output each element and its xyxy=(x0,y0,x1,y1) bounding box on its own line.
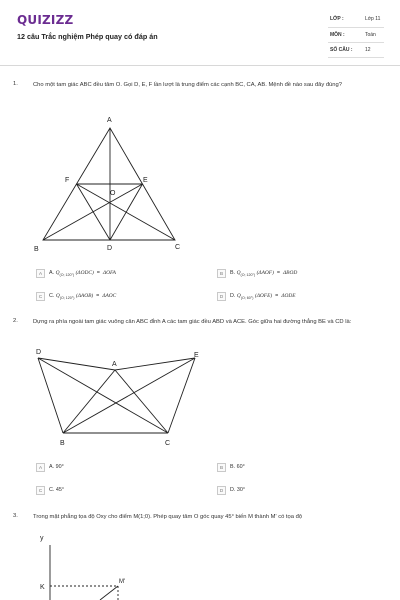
document-title: 12 câu Trắc nghiệm Phép quay có đáp án xyxy=(17,32,158,41)
segment-fd xyxy=(77,184,111,240)
segment-ac xyxy=(115,370,168,433)
segment-db xyxy=(38,358,63,433)
question-2-text: Dựng ra phía ngoài tam giác vuông cân ABC đỉnh A các tam giác đều ABD và ACE. Góc giữa hai đường thẳng BE và CD là: xyxy=(33,319,352,325)
meta-label-count: SỐ CÂU : xyxy=(330,47,353,53)
option-letter-box: A xyxy=(36,463,45,472)
q2-label-d: D xyxy=(36,349,42,356)
meta-label-subject: MÔN : xyxy=(330,32,345,38)
question-3-figure xyxy=(50,545,118,600)
segment-eb xyxy=(63,358,195,433)
q2-option-b[interactable]: B B. 60° xyxy=(217,462,245,472)
option-letter-box: B xyxy=(217,463,226,472)
label-f: F xyxy=(65,177,70,184)
meta-label-class: LỚP : xyxy=(330,16,344,22)
label-e: E xyxy=(143,177,148,184)
option-letter-box: D xyxy=(217,486,226,495)
option-letter-box: A xyxy=(36,269,45,278)
option-letter-box: C xyxy=(36,486,45,495)
q1-option-d[interactable]: D D. $Q_{(O; 60^\circ)}$ (ΔOFE) = ΔODE xyxy=(217,291,296,301)
q2-option-c[interactable]: C C. 45° xyxy=(36,485,64,495)
label-d: D xyxy=(107,245,113,252)
q2-label-b: B xyxy=(60,440,65,447)
q2-label-c: C xyxy=(165,440,171,447)
q2-option-a[interactable]: A A. 90° xyxy=(36,462,64,472)
question-1-number: 1. xyxy=(13,81,18,87)
meta-value-subject: Toán xyxy=(365,32,376,38)
segment-ab xyxy=(63,370,115,433)
q1-option-c[interactable]: C C. $Q_{(O; 120^\circ)}$ (ΔAOB) = ΔAOC xyxy=(36,291,116,301)
q3-label-k: K xyxy=(40,584,45,591)
segment-ae xyxy=(115,358,195,370)
q1-option-b[interactable]: B B. $Q_{(O; 120^\circ)}$ (ΔAOF) = ΔBOD xyxy=(217,268,297,278)
label-c: C xyxy=(175,244,181,251)
q2-label-a: A xyxy=(112,361,117,368)
option-letter-box: C xyxy=(36,292,45,301)
question-2-number: 2. xyxy=(13,318,18,324)
meta-value-count: 12 xyxy=(365,47,371,53)
question-3-number: 3. xyxy=(13,513,18,519)
segment-dc xyxy=(38,358,168,433)
label-o: O xyxy=(110,190,116,197)
segment-da xyxy=(38,358,115,370)
q2-option-d[interactable]: D D. 30° xyxy=(217,485,245,495)
q3-label-m-prime: M' xyxy=(119,579,126,585)
q1-option-a[interactable]: A A. $Q_{(O; 120^\circ)}$ (ΔODC) = ΔOFA xyxy=(36,268,116,278)
option-letter-box: D xyxy=(217,292,226,301)
label-b: B xyxy=(34,246,39,253)
label-a: A xyxy=(107,117,112,124)
segment-om xyxy=(100,586,118,600)
question-2-figure xyxy=(38,358,195,433)
meta-value-class: Lớp 11 xyxy=(365,16,381,22)
q2-label-e: E xyxy=(194,352,199,359)
quizizz-logo[interactable]: QUIZIZZ xyxy=(17,13,74,27)
q3-label-y: y xyxy=(40,535,44,542)
question-1-text: Cho một tam giác ABC đều tâm O. Gọi D, E, F lần lượt là trung điểm các cạnh BC, CA, AB. Mệnh đề nào sau đây đúng? xyxy=(33,82,342,88)
option-letter-box: B xyxy=(217,269,226,278)
question-3-text: Trong mặt phẳng tọa độ Oxy cho điểm M(1;0). Phép quay tâm O góc quay 45° biến M thành M' có tọa độ xyxy=(33,514,303,520)
segment-ec xyxy=(168,358,195,433)
